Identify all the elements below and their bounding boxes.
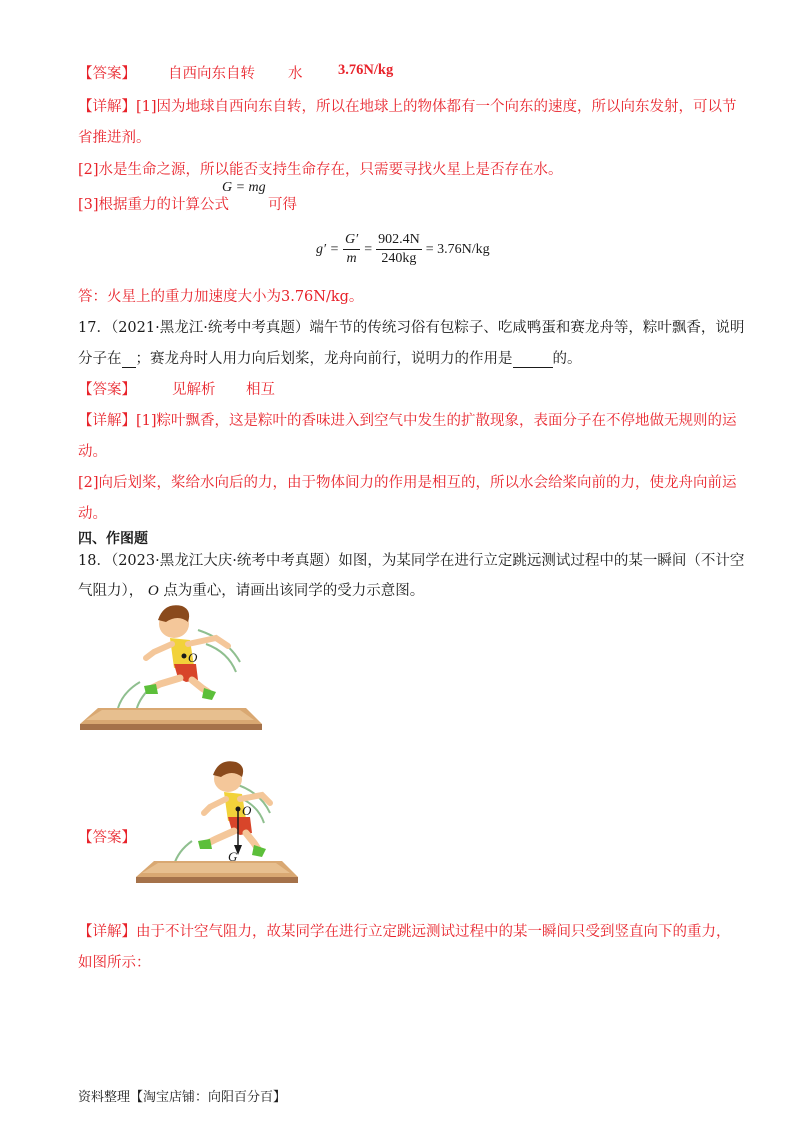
- q18-figure-jumper: [78, 600, 264, 734]
- q18-stem-b1: 气阻力），: [78, 583, 144, 599]
- q17-detail-2b: 动。: [78, 506, 107, 522]
- answer-tag: 【答案】: [78, 66, 136, 82]
- fig-label-o: O: [188, 650, 198, 665]
- q17-stem-b3: 的。: [552, 351, 582, 367]
- q16-detail-3-suffix: 可得: [268, 197, 297, 213]
- q18-detail-b: 如图所示：: [78, 955, 151, 971]
- eq-frac2-den: 240kg: [381, 251, 417, 266]
- q18-stem-o: O: [147, 583, 159, 599]
- q17-detail-1b: 动。: [78, 444, 107, 460]
- eq-frac1-den: m: [346, 251, 357, 266]
- eq-rhs: = 3.76N/kg: [425, 241, 490, 257]
- q16-answer-1: 自西向东自转: [168, 66, 255, 82]
- blank-1: [122, 351, 136, 368]
- q16-answer-2: 水: [288, 66, 303, 82]
- q17-stem-b1: 分子在: [78, 351, 122, 367]
- q17-answer-2: 相互: [246, 382, 275, 398]
- detail-tag: 【详解】: [78, 924, 136, 940]
- q18-stem-b2: 点为重心，请画出该同学的受力示意图。: [163, 583, 425, 599]
- q16-detail-1b: 省推进剂。: [78, 130, 151, 146]
- eq-equals: =: [364, 241, 373, 257]
- detail-tag: 【详解】: [78, 413, 136, 429]
- section-title: 四、作图题: [78, 531, 148, 547]
- q17-detail-1a: [1]粽叶飘香，这是粽叶的香味进入到空气中发生的扩散现象，表面分子在不停地做无规则的运: [136, 413, 737, 429]
- center-of-gravity-dot: [182, 654, 187, 659]
- q16-detail-3-text: [3]根据重力的计算公式: [78, 197, 230, 213]
- q16-formula: G = mg: [222, 180, 266, 195]
- eq-frac2-num: 902.4N: [376, 232, 422, 250]
- eq-fraction-1: [343, 232, 360, 267]
- ans-label-g: G: [228, 849, 238, 864]
- q16-detail-2: [2]水是生命之源，所以能否支持生命存在，只需要寻找火星上是否存在水。: [78, 162, 563, 178]
- q17-stem-a: 17．（2021·黑龙江·统考中考真题）端午节的传统习俗有包粽子、吃咸鸭蛋和赛龙舟等，粽叶飘香，说明: [78, 320, 745, 336]
- eq-lhs: g′ =: [316, 241, 340, 257]
- q17-stem-b2: ；赛龙舟时人用力向后划桨，龙舟向前行，说明力的作用是: [135, 351, 513, 367]
- q16-answer-3: 3.76N/kg: [338, 62, 394, 78]
- q18-answer-tag: 【答案】: [78, 830, 136, 846]
- eq-fraction-2: [376, 232, 422, 267]
- page-footer: 资料整理【淘宝店铺：向阳百分百】: [78, 1090, 287, 1105]
- ans-label-o: O: [242, 803, 252, 818]
- q17-stem-b: [78, 347, 582, 368]
- q16-detail-1: [78, 95, 737, 116]
- q16-equation: [316, 232, 490, 267]
- q17-answer-tag: 【答案】: [78, 382, 136, 398]
- blank-2: [513, 351, 553, 368]
- q18-answer-figure: [134, 755, 300, 887]
- q18-detail-a: 由于不计空气阻力，故某同学在进行立定跳远测试过程中的某一瞬间只受到竖直向下的重力，: [136, 924, 731, 940]
- q18-detail: [78, 920, 731, 941]
- q16-detail-1a: [1]因为地球自西向东自转，所以在地球上的物体都有一个向东的速度，所以向东发射，可以节: [136, 99, 737, 115]
- q17-detail-1: [78, 409, 737, 430]
- eq-frac1-num: G′: [343, 232, 360, 250]
- q18-stem-b: [78, 579, 424, 600]
- q17-detail-2a: [2]向后划桨，桨给水向后的力，由于物体间力的作用是相互的，所以水会给桨向前的力，使龙舟向前运: [78, 475, 737, 491]
- q17-answer-1: 见解析: [172, 382, 216, 398]
- q16-answer-line: [78, 62, 136, 83]
- detail-tag: 【详解】: [78, 99, 136, 115]
- q16-conclusion: 答：火星上的重力加速度大小为3.76N/kg。: [78, 289, 364, 305]
- q18-stem-a: 18．（2023·黑龙江大庆·统考中考真题）如图，为某同学在进行立定跳远测试过程中的某一瞬间（不计空: [78, 553, 745, 569]
